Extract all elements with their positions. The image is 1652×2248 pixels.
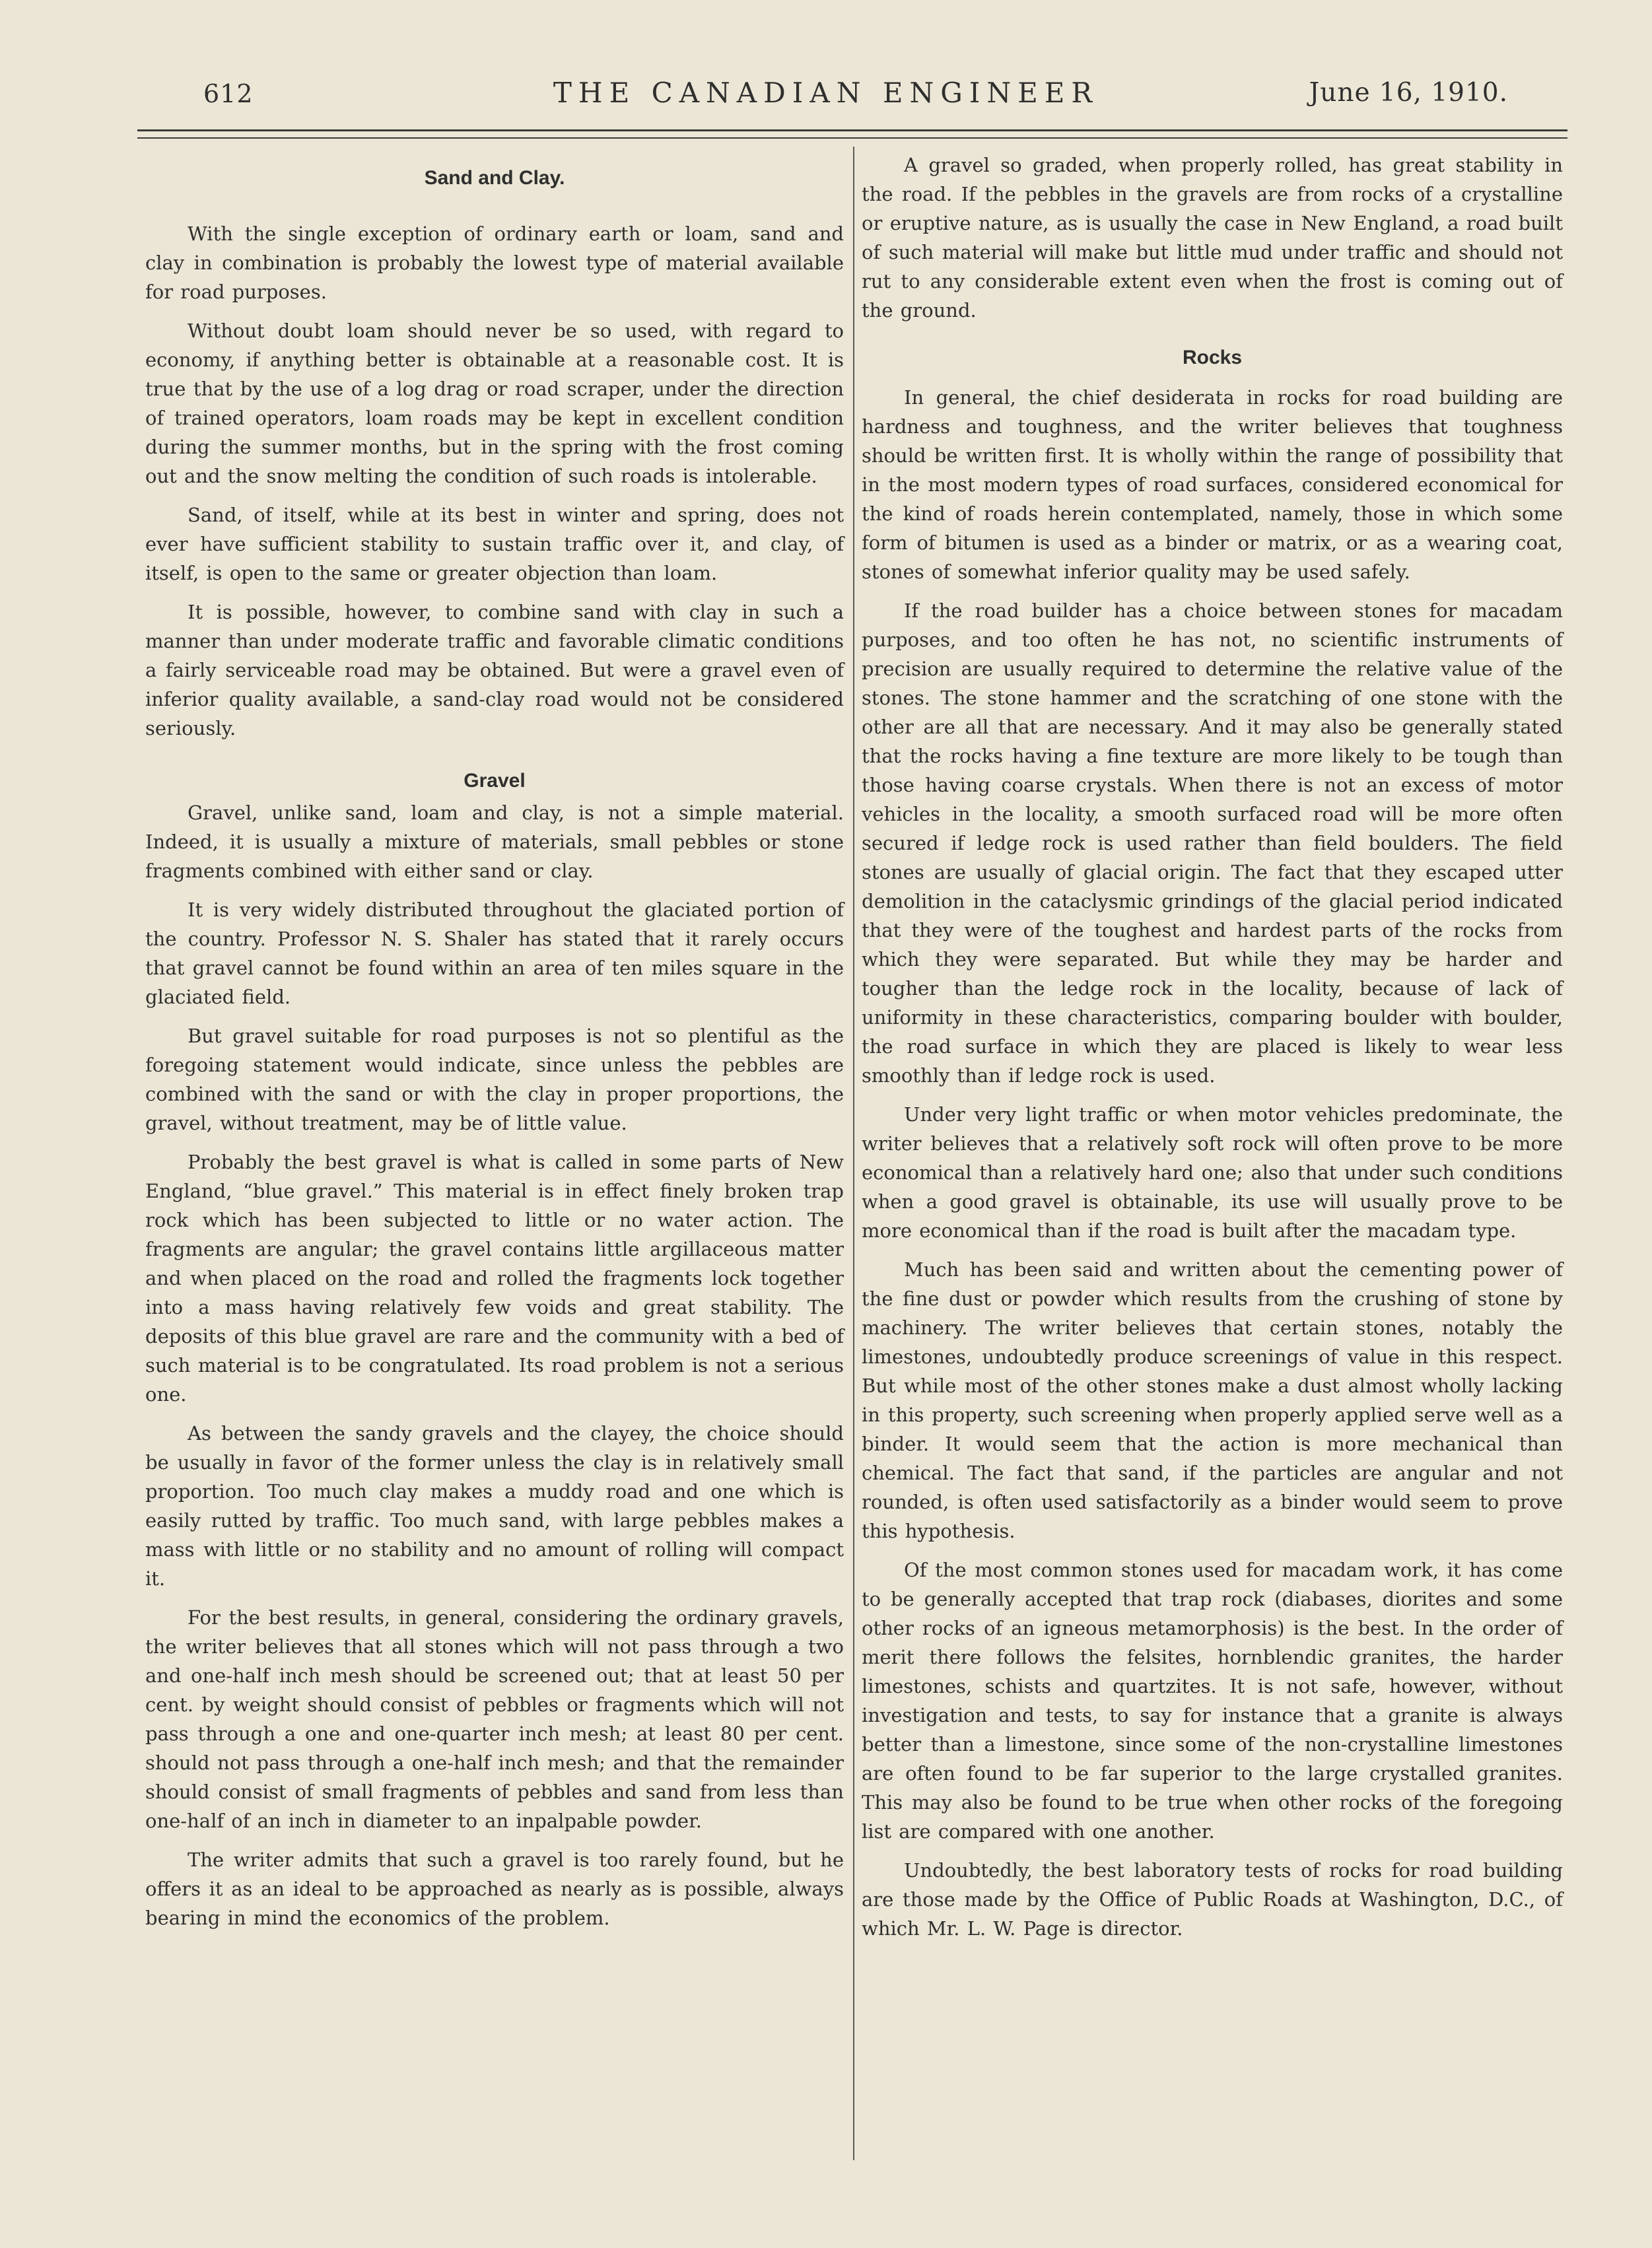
- header-rule-top: [137, 129, 1567, 131]
- paragraph: In general, the chief desiderata in rocks for road building are hardness and toughness, and the writer believes that toughness should be written first. It is wholly within the range of possibility that in the most modern types of road surfaces, considered economical for the kind of roads herein contemplated, namely, those in which some form of bitumen is used as a binder or matrix, or as a wearing coat, stones of somewhat inferior quality may be used safely.: [862, 386, 1563, 583]
- section-heading-rocks: Rocks: [1182, 347, 1243, 368]
- issue-date: June 16, 1910.: [1309, 78, 1508, 108]
- header-rule-bottom: [137, 137, 1567, 139]
- paragraph: It is possible, however, to combine sand with clay in such a manner than under moderate traffic and favorable climatic conditions a fairly serviceable road may be obtained. But were a gravel even of inferior quality available, a sand-clay road would not be considered seriously.: [145, 601, 844, 739]
- paragraph: As between the sandy gravels and the clayey, the choice should be usually in favor of the former unless the clay is in relatively small proportion. Too much clay makes a muddy road and one which is easily rutted by traffic. Too much sand, with large pebbles makes a mass with little or no stability and no amount of rolling will compact it.: [145, 1422, 844, 1590]
- paragraph: But gravel suitable for road purposes is not so plentiful as the foregoing statement would indicate, since unless the pebbles are combined with the sand or with the clay in proper proportions, the gravel, without treatment, may be of little value.: [145, 1025, 844, 1134]
- paragraph: It is very widely distributed throughout the glaciated portion of the country. Professor N. S. Shaler has stated that it rarely occurs that gravel cannot be found within an area of ten miles square in the glaciated field.: [145, 899, 844, 1008]
- page-header: [0, 74, 1652, 120]
- paragraph: If the road builder has a choice between stones for macadam purposes, and too often he has not, no scientific instruments of precision are usually required to determine the relative value of the stones. The stone hammer and the scratching of one stone with the other are all that are necessary. And it may also be generally stated that the rocks having a fine texture are more likely to be tough than those having coarse crystals. When there is not an excess of motor vehicles in the locality, a smooth surfaced road will be more often secured if ledge rock is used rather than field boulders. The field stones are usually of glacial origin. The fact that they escaped utter demolition in the cataclysmic grindings of the glacial period indicated that they were of the toughest and hardest parts of the rocks from which they were separated. But while they may be harder and tougher than the ledge rock in the locality, because of lack of uniformity in these characteristics, comparing boulder with boulder, the road surface in which they are placed is likely to wear less smoothly than if ledge rock is used.: [862, 599, 1563, 1087]
- paragraph: A gravel so graded, when properly rolled, has great stability in the road. If the pebbles in the gravels are from rocks of a crystalline or eruptive nature, as is usually the case in New England, a road built of such material will make but little mud under traffic and should not rut to any considerable extent even when the frost is coming out of the ground.: [862, 154, 1563, 322]
- section-heading-gravel: Gravel: [464, 770, 526, 792]
- masthead: THE CANADIAN ENGINEER: [553, 77, 1099, 109]
- paragraph: Gravel, unlike sand, loam and clay, is not a simple material. Indeed, it is usually a mixture of materials, small pebbles or stone fragments combined with either sand or clay.: [145, 801, 844, 882]
- paragraph: The writer admits that such a gravel is too rarely found, but he offers it as an ideal to be approached as nearly as is possible, always bearing in mind the economics of the problem.: [145, 1849, 844, 1929]
- paragraph: Of the most common stones used for macadam work, it has come to be generally accepted that trap rock (diabases, diorites and some other rocks of an igneous metamorphosis) is the best. In the order of merit there follows the felsites, hornblendic granites, the harder limestones, schists and quartzites. It is not safe, however, without investigation and tests, to say for instance that a granite is always better than a limestone, since some of the non-crystalline limestones are often found to be far superior to the large crystalled granites. This may also be found to be true when other rocks of the foregoing list are compared with one another.: [862, 1559, 1563, 1843]
- left-column: [145, 147, 844, 1942]
- paragraph: Much has been said and written about the cementing power of the fine dust or powder which results from the crushing of stone by machinery. The writer believes that certain stones, notably the limestones, undoubtedly produce screenings of value in this respect. But while most of the other stones make a dust almost wholly lacking in this property, such screening when properly applied serve well as a binder. It would seem that the action is more mechanical than chemical. The fact that sand, if the particles are angular and not rounded, is often used satisfactorily as a binder would seem to prove this hypothesis.: [862, 1258, 1563, 1542]
- paragraph: Under very light traffic or when motor vehicles predominate, the writer believes that a relatively soft rock will often prove to be more economical than a relatively hard one; also that under such conditions when a good gravel is obtainable, its use will usually prove to be more economical than if the road is built after the macadam type.: [862, 1103, 1563, 1242]
- paragraph: Undoubtedly, the best laboratory tests of rocks for road building are those made by the Office of Public Roads at Washington, D.C., of which Mr. L. W. Page is director.: [862, 1859, 1563, 1940]
- paragraph: For the best results, in general, considering the ordinary gravels, the writer believes that all stones which will not pass through a two and one-half inch mesh should be screened out; that at least 50 per cent. by weight should consist of pebbles or fragments which will not pass through a one and one-quarter inch mesh; at least 80 per cent. should not pass through a one-half inch mesh; and that the remainder should consist of small fragments of pebbles and sand from less than one-half of an inch in diameter to an inpalpable powder.: [145, 1606, 844, 1832]
- paragraph: Without doubt loam should never be so used, with regard to economy, if anything better is obtainable at a reasonable cost. It is true that by the use of a log drag or road scraper, under the direction of trained operators, loam roads may be kept in excellent condition during the summer months, but in the spring with the frost coming out and the snow melting the condition of such roads is intolerable.: [145, 320, 844, 487]
- paragraph: Sand, of itself, while at its best in winter and spring, does not ever have sufficient stability to sustain traffic over it, and clay, of itself, is open to the same or greater objection than loam.: [145, 504, 844, 584]
- paragraph: With the single exception of ordinary earth or loam, sand and clay in combination is probably the lowest type of material available for road purposes.: [145, 222, 844, 303]
- right-column: [862, 147, 1563, 1953]
- section-heading-sand-clay: Sand and Clay.: [424, 167, 565, 189]
- paragraph: Probably the best gravel is what is called in some parts of New England, “blue gravel.” This material is in effect finely broken trap rock which has been subjected to little or no water action. The fragments are angular; the gravel contains little argillaceous matter and when placed on the road and rolled the fragments lock together into a mass having relatively few voids and great stability. The deposits of this blue gravel are rare and the community with a bed of such material is to be congratulated. Its road problem is not a serious one.: [145, 1151, 844, 1406]
- page-number: 612: [203, 79, 254, 108]
- column-divider: [853, 147, 854, 2160]
